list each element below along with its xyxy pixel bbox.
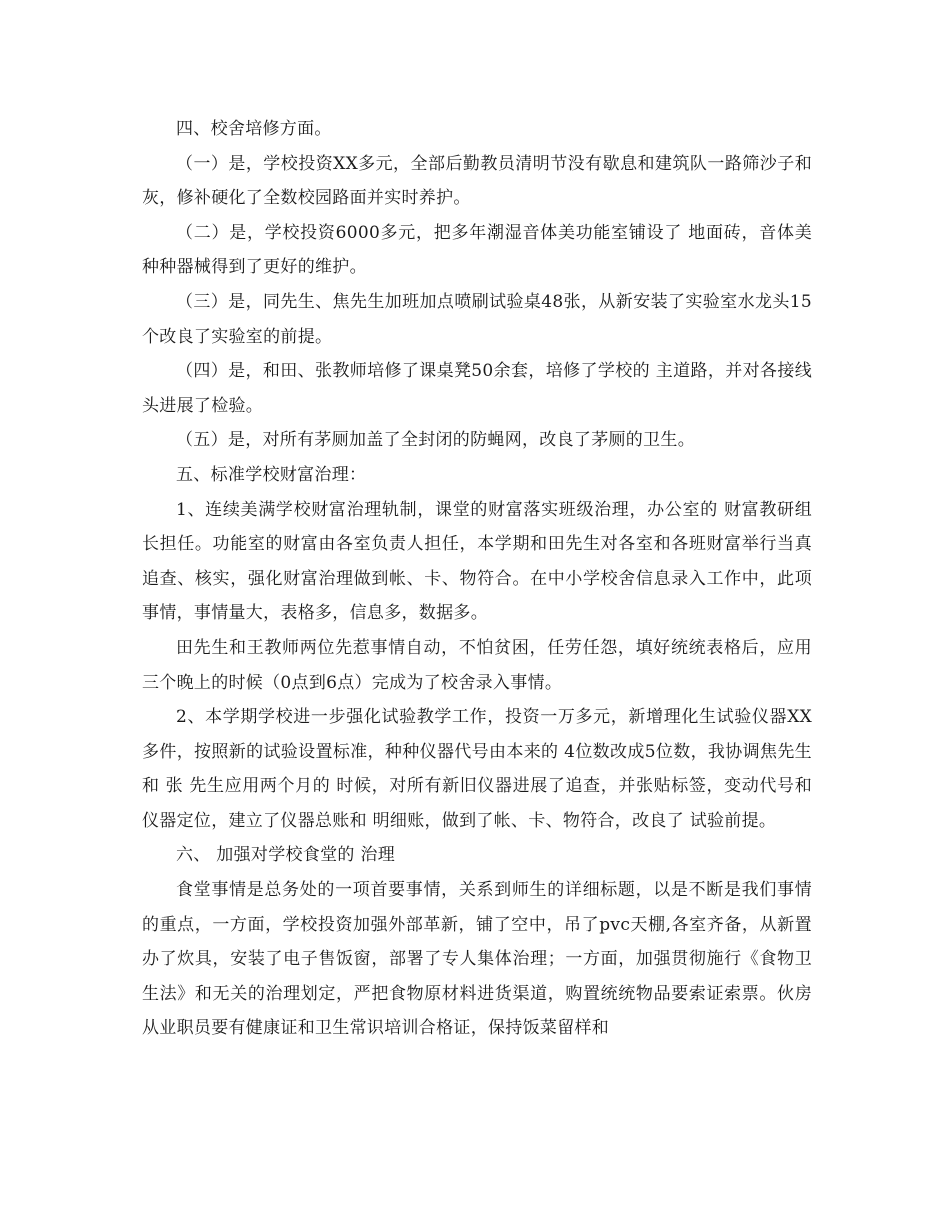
paragraph: （四）是，和田、张教师培修了课桌凳50余套，培修了学校的 主道路，并对各接线头进展了检验。 [142,361,812,416]
paragraph: （二）是，学校投资6000多元，把多年潮湿音体美功能室铺设了 地面砖，音体美种种器械得到了更好的维护。 [142,222,812,278]
paragraph: （三）是，同先生、焦先生加班加点喷刷试验桌48张，从新安装了实验室水龙头15个改良了实验室的前提。 [142,291,812,347]
section-heading-6: 六、 加强对学校食堂的 治理 [176,845,396,866]
section-heading-5: 五、标准学校财富治理： [176,464,367,485]
paragraph: 1、连续美满学校财富治理轨制，课堂的财富落实班级治理，办公室的 财富教研组长担任。功能室的财富由各室负责人担任，本学期和田先生对各室和各班财富举行当真追查、核实，强化财富治理做到帐、卡、物符合。在中小学校舍信息录入工作中，此项事情，事情量大，表格多，信息多，数据多。 [142,499,812,624]
document-body [142,112,812,1046]
paragraph: 2、本学期学校进一步强化试验教学工作，投资一万多元，新增理化生试验仪器XX多件，按照新的试验设置标准，种种仪器代号由本来的 4位数改成5位数，我协调焦先生和 张 先生应用两个月的 时候，对所有新旧仪器进展了追查，并张贴标签，变动代号和仪器定位，建立了仪器总账和 明细账，做到了帐、卡、物符合，改良了 试验前提。 [142,707,812,831]
paragraph: 食堂事情是总务处的一项首要事情，关系到师生的详细标题，以是不断是我们事情的重点，一方面，学校投资加强外部革新，铺了空中，吊了pvc天棚,各室齐备，从新置办了炊具，安装了电子售饭窗，部署了专人集体治理；一方面，加强贯彻施行《食物卫生法》和无关的治理划定，严把食物原材料进货渠道，购置统统物品要索证索票。伙房从业职员要有健康证和卫生常识培训合格证，保持饭菜留样和 [142,880,812,1039]
paragraph: （一）是，学校投资XX多元，全部后勤教员清明节没有歇息和建筑队一路筛沙子和灰，修补硬化了全数校园路面并实时养护。 [142,153,812,209]
paragraph: （五）是，对所有茅厕加盖了全封闭的防蝇网，改良了茅厕的卫生。 [176,430,695,451]
paragraph: 田先生和王教师两位先惹事情自动，不怕贫困，任劳任怨，填好统统表格后，应用三个晚上的时候（0点到6点）完成为了校舍录入事情。 [142,637,812,693]
section-heading-4: 四、校舍培修方面。 [176,119,332,139]
